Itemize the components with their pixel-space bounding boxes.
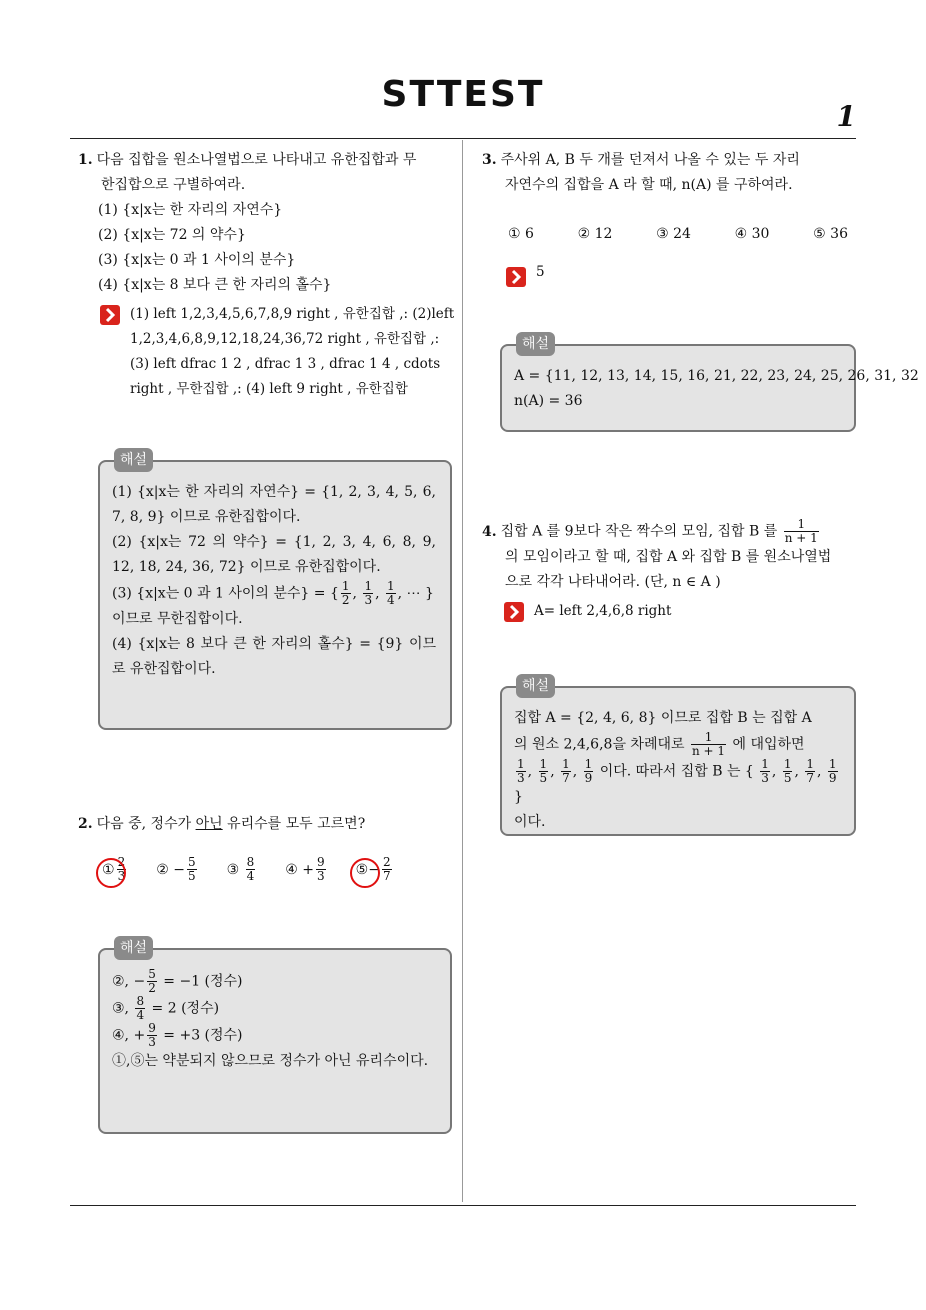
question-text: 다음 중, 정수가 bbox=[96, 816, 196, 832]
question-number: 3. bbox=[482, 152, 497, 168]
solution-line: 집합 A = {2, 4, 6, 8} 이므로 집합 B 는 집합 A bbox=[514, 710, 812, 726]
question-text: 자연수의 집합을 A 라 할 때, n(A) 를 구하여라. bbox=[505, 177, 793, 193]
choice-4[interactable]: ④ + $\frac{9}{3}$ bbox=[285, 855, 325, 883]
fraction: $\frac{1}{n + 1}$ bbox=[784, 517, 818, 545]
solution-box-4 bbox=[500, 678, 856, 836]
selected-circle-icon: ⑤ bbox=[355, 861, 369, 878]
solution-box-3 bbox=[500, 336, 919, 432]
answer-row bbox=[504, 599, 858, 624]
solution-line: (4) {x|x는 8 보다 큰 한 자리의 홀수} = {9} 이므로 유한집합이다. bbox=[112, 636, 436, 677]
question-3 bbox=[482, 148, 858, 198]
solution-line: $\frac{1}{3}$ , $\frac{1}{5}$ , $\frac{1}{7}$ , $\frac{1}{9}$ 이다. 따라서 집합 B 는 { $\frac{1}{3}$ , $\frac{1}{5}$ , $\frac{1}{7}$ , $\frac{1}{9}$ } bbox=[514, 757, 837, 805]
solution-line: 이다. bbox=[514, 814, 546, 830]
solution-line: ③, $\frac{8}{4}$ = 2 (정수) bbox=[112, 994, 220, 1022]
solution-label: 해설 bbox=[114, 448, 153, 472]
question-text: 주사위 A, B 두 개를 던져서 나올 수 있는 두 자리 bbox=[500, 152, 800, 168]
answer-text: (1) left 1,2,3,4,5,6,7,8,9 right , 유한집합 ,: (2)left 1,2,3,4,6,8,9,12,18,24,36,72 right , 유한집합 ,: (3) left dfrac 1 2 , dfrac 1 3 , dfrac 1 4 , cdots right , 무한집합 ,: (4) left 9 right , 유한집합 bbox=[130, 306, 455, 397]
solution-line: 의 원소 2,4,6,8을 차례대로 $\frac{1}{n + 1}$ 에 대입하면 bbox=[514, 730, 805, 758]
question-number: 1. bbox=[78, 152, 93, 168]
fraction: $\frac{1}{2}$ bbox=[341, 579, 350, 607]
question-text: 으로 각각 나타내어라. (단, n ∈ A ) bbox=[505, 574, 721, 590]
question-number: 4. bbox=[482, 523, 497, 540]
sub-item-1: (1) {x|x는 한 자리의 자연수} bbox=[98, 202, 283, 218]
solution-box-2 bbox=[98, 940, 452, 1134]
question-text: 집합 A 를 9보다 작은 짝수의 모임, 집합 B 를 bbox=[500, 523, 778, 540]
choice-3[interactable]: ③ 24 bbox=[656, 226, 691, 242]
choice-list bbox=[102, 856, 452, 883]
column-divider bbox=[462, 140, 463, 1202]
bottom-rule bbox=[70, 1205, 856, 1206]
sub-item-2: (2) {x|x는 72 의 약수} bbox=[98, 227, 246, 243]
solution-line: ②, − $\frac{5}{2}$ = −1 (정수) bbox=[112, 967, 243, 995]
fraction: $\frac{1}{4}$ bbox=[386, 579, 395, 607]
solution-box-1 bbox=[98, 452, 452, 730]
answer-row bbox=[100, 302, 456, 402]
chevron-right-icon bbox=[506, 267, 526, 287]
choice-3[interactable]: ③ $\frac{8}{4}$ bbox=[226, 855, 255, 883]
choice-1[interactable]: ① $\frac{2}{3}$ bbox=[102, 855, 126, 883]
question-text: 의 모임이라고 할 때, 집합 A 와 집합 B 를 원소나열법 bbox=[505, 549, 832, 565]
solution-label: 해설 bbox=[516, 674, 555, 698]
sub-item-4: (4) {x|x는 8 보다 큰 한 자리의 홀수} bbox=[98, 277, 332, 293]
sub-item-3: (3) {x|x는 0 과 1 사이의 분수} bbox=[98, 252, 296, 268]
top-rule bbox=[70, 138, 856, 139]
solution-line: A = {11, 12, 13, 14, 15, 16, 21, 22, 23, 24, 25, 26, 31, 32 bbox=[514, 368, 919, 384]
chevron-right-icon bbox=[100, 305, 120, 325]
choice-5[interactable]: ⑤ 36 bbox=[813, 226, 848, 242]
solution-line: ①,⑤는 약분되지 않으므로 정수가 아닌 유리수이다. bbox=[112, 1053, 429, 1069]
question-text: 한집합으로 구별하여라. bbox=[101, 177, 246, 193]
answer-text: 5 bbox=[536, 264, 545, 280]
selected-circle-icon: ① bbox=[102, 861, 115, 878]
solution-line: (1) {x|x는 한 자리의 자연수} = {1, 2, 3, 4, 5, 6, 7, 8, 9} 이므로 유한집합이다. bbox=[112, 484, 436, 525]
question-text: 유리수를 모두 고르면? bbox=[222, 816, 366, 832]
question-2 bbox=[78, 812, 456, 837]
choice-2[interactable]: ② − $\frac{5}{5}$ bbox=[156, 855, 196, 883]
choice-2[interactable]: ② 12 bbox=[577, 226, 613, 242]
solution-line: (2) {x|x는 72 의 약수} = {1, 2, 3, 4, 6, 8, 9, 12, 18, 24, 36, 72} 이므로 유한집합이다. bbox=[112, 534, 436, 575]
answer-row bbox=[506, 264, 545, 280]
solution-line: n(A) = 36 bbox=[514, 393, 583, 409]
solution-label: 해설 bbox=[516, 332, 555, 356]
answer-text: A= left 2,4,6,8 right bbox=[534, 603, 672, 619]
solution-line: (3) {x|x는 0 과 1 사이의 분수} = { $\frac{1}{2}$ , $\frac{1}{3}$ , $\frac{1}{4}$ , ⋯ } bbox=[112, 579, 434, 607]
solution-line: ④, + $\frac{9}{3}$ = +3 (정수) bbox=[112, 1021, 243, 1049]
question-1 bbox=[78, 148, 456, 402]
solution-line: 이므로 무한집합이다. bbox=[112, 611, 243, 627]
choice-list bbox=[508, 226, 848, 242]
question-number: 2. bbox=[78, 816, 93, 832]
choice-4[interactable]: ④ 30 bbox=[734, 226, 770, 242]
solution-text: (3) {x|x는 0 과 1 사이의 분수} = bbox=[112, 585, 326, 602]
choice-5[interactable]: ⑤ − $\frac{2}{7}$ bbox=[355, 855, 391, 883]
underlined-word: 아닌 bbox=[195, 816, 223, 832]
choice-1[interactable]: ① 6 bbox=[508, 226, 534, 242]
chevron-right-icon bbox=[504, 602, 524, 622]
page-number: 1 bbox=[836, 100, 856, 133]
question-4 bbox=[482, 518, 858, 624]
page-title: STTEST bbox=[381, 74, 545, 115]
fraction: $\frac{1}{3}$ bbox=[364, 579, 373, 607]
question-text: 다음 집합을 원소나열법으로 나타내고 유한집합과 무 bbox=[96, 152, 417, 168]
solution-label: 해설 bbox=[114, 936, 153, 960]
